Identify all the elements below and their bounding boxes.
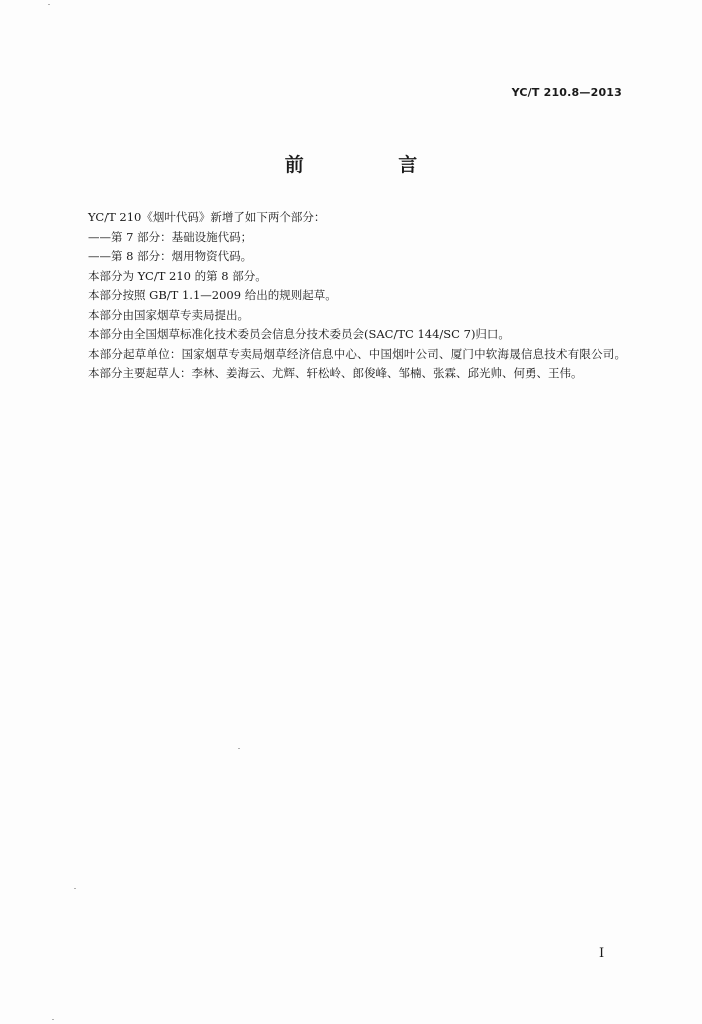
scan-speck [74, 888, 76, 889]
paragraph-scope: 本部分为 YC/T 210 的第 8 部分。 [88, 268, 267, 283]
paragraph-part-7: ——第 7 部分：基础设施代码； [88, 229, 253, 244]
paragraph-intro: YC/T 210《烟叶代码》新增了如下两个部分： [88, 210, 326, 224]
page-title: 前 言 [284, 154, 462, 176]
paragraph-drafters: 本部分主要起草人：李林、姜海云、尤辉、轩松岭、郎俊峰、邹楠、张霖、邱光帅、何勇、王伟。 [88, 366, 583, 380]
paragraph-drafting-organizations: 本部分起草单位：国家烟草专卖局烟草经济信息中心、中国烟叶公司、厦门中软海晟信息技术有限公司。 [88, 346, 627, 361]
page-number: I [599, 946, 605, 961]
scan-speck [48, 4, 50, 5]
paragraph-part-8: ——第 8 部分：烟用物资代码。 [88, 249, 253, 263]
paragraph-under-jurisdiction: 本部分由全国烟草标准化技术委员会信息分技术委员会(SAC/TC 144/SC 7)归口。 [88, 327, 510, 341]
scan-speck [52, 1019, 54, 1020]
paragraph-drafting-rules: 本部分按照 GB/T 1.1—2009 给出的规则起草。 [88, 288, 337, 302]
scan-speck [238, 748, 240, 749]
standard-code: YC/T 210.8—2013 [511, 86, 622, 99]
paragraph-proposed-by: 本部分由国家烟草专卖局提出。 [88, 307, 249, 322]
foreword-body [50, 208, 634, 384]
